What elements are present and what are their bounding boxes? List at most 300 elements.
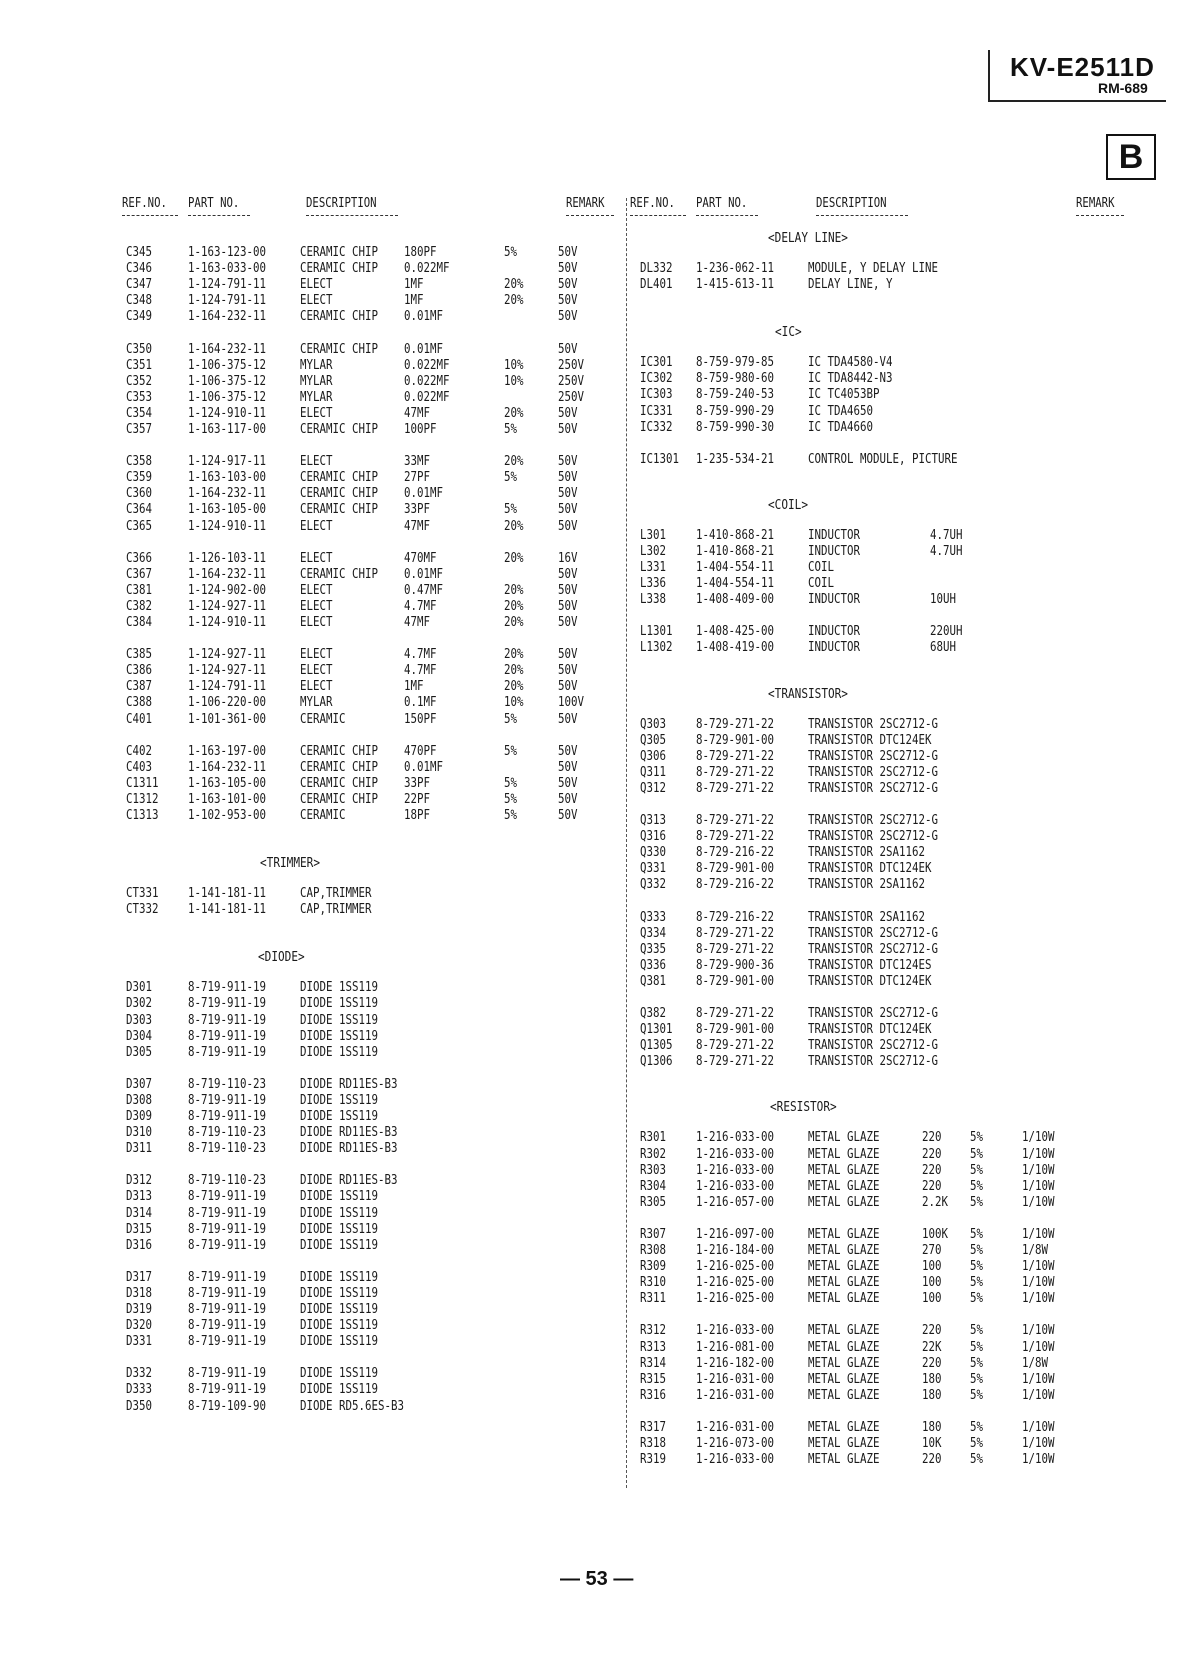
transistor-row: [0, 941, 1179, 957]
cell: 1-124-927-11: [188, 646, 267, 663]
cell: METAL GLAZE: [808, 1451, 880, 1468]
cell: 1-408-419-00: [696, 639, 775, 656]
cell: ELECT: [300, 678, 333, 695]
cell: TRANSISTOR 2SC2712-G: [808, 924, 939, 941]
category-ic: <IC>: [775, 324, 802, 341]
cell: DIODE 1SS119: [300, 1365, 379, 1382]
cell: D303: [126, 1011, 153, 1028]
cell: 1-216-057-00: [696, 1193, 775, 1210]
coil-row: [0, 591, 1179, 607]
transistor-row: [0, 828, 1179, 844]
right-header-desc: DESCRIPTION: [816, 196, 887, 211]
cell: 1-410-868-21: [696, 526, 775, 543]
cell: 1-408-409-00: [696, 591, 775, 608]
cell: CERAMIC: [300, 710, 346, 727]
cell: C388: [126, 694, 153, 711]
cell: 180PF: [404, 244, 437, 260]
cell: 1-216-025-00: [696, 1258, 775, 1275]
resistor-row: [0, 1178, 1179, 1194]
transistor-row: [0, 957, 1179, 973]
cell: CERAMIC CHIP: [300, 774, 379, 791]
cell: ELECT: [300, 276, 333, 293]
cell: CT332: [126, 901, 159, 918]
cell: METAL GLAZE: [808, 1274, 880, 1291]
cell: 50V: [558, 581, 578, 598]
cell: 50V: [558, 678, 578, 695]
cell: 1-106-375-12: [188, 372, 267, 389]
cell: 47MF: [404, 614, 431, 630]
cell: R304: [640, 1177, 667, 1194]
cell: ELECT: [300, 614, 333, 630]
cell: 1-163-197-00: [188, 742, 267, 759]
underline: [696, 215, 758, 216]
cell: 20%: [504, 292, 524, 309]
diode-row: [0, 1092, 1179, 1108]
cell: 8-729-271-22: [696, 1005, 775, 1021]
cell: 5%: [970, 1418, 984, 1435]
cell: Q332: [640, 876, 667, 893]
capacitor-row: [0, 662, 1179, 678]
cell: ELECT: [300, 517, 333, 534]
capacitor-row: [0, 308, 1179, 324]
cell: DIODE 1SS119: [300, 1381, 379, 1398]
cell: 20%: [504, 581, 524, 598]
cell: IC TDA4580-V4: [808, 354, 893, 371]
cell: 5%: [970, 1129, 984, 1146]
cell: METAL GLAZE: [808, 1161, 880, 1178]
cell: 50V: [558, 244, 578, 260]
cell: 50V: [558, 276, 578, 293]
cell: 1-404-554-11: [696, 575, 775, 592]
cell: C358: [126, 453, 153, 470]
cell: 8-729-900-36: [696, 956, 775, 973]
cell: 5%: [970, 1274, 984, 1291]
ic-row: [0, 370, 1179, 386]
cell: 47MF: [404, 404, 431, 421]
cell: 5%: [970, 1322, 984, 1339]
cell: 1-216-184-00: [696, 1242, 775, 1258]
cell: METAL GLAZE: [808, 1418, 880, 1435]
cell: 1-124-791-11: [188, 678, 267, 695]
cell: CERAMIC CHIP: [300, 742, 379, 759]
cell: IC1301: [640, 450, 680, 467]
cell: R315: [640, 1370, 667, 1387]
cell: 470PF: [404, 742, 437, 759]
cell: IC TC4053BP: [808, 386, 880, 403]
cell: L331: [640, 559, 667, 575]
ic-row: [0, 450, 1179, 470]
cell: D308: [126, 1091, 153, 1108]
cell: CONTROL MODULE, PICTURE: [808, 450, 958, 467]
cell: 1/8W: [1022, 1354, 1049, 1371]
cell: D302: [126, 995, 153, 1012]
ic-row: [0, 354, 1179, 370]
ic-row: [0, 386, 1179, 402]
cell: C1313: [126, 807, 159, 823]
cell: 1-124-927-11: [188, 662, 267, 679]
cell: 50V: [558, 790, 578, 807]
cell: 1-102-953-00: [188, 807, 267, 823]
transistor-row: [0, 780, 1179, 796]
cell: 8-719-911-19: [188, 1268, 267, 1285]
cell: INDUCTOR: [808, 623, 861, 640]
cell: 100V: [558, 694, 585, 711]
cell: DL401: [640, 276, 673, 293]
cell: 1MF: [404, 276, 424, 293]
cell: TRANSISTOR DTC124EK: [808, 972, 932, 989]
cell: 50V: [558, 421, 578, 437]
cell: C354: [126, 404, 153, 421]
resistor-row: [0, 1371, 1179, 1387]
right-header-part: PART NO.: [696, 196, 748, 211]
cell: D350: [126, 1397, 153, 1414]
category-diode: <DIODE>: [258, 949, 305, 966]
cell: 5%: [504, 774, 518, 791]
cell: 50V: [558, 807, 578, 823]
cell: 180: [922, 1370, 942, 1387]
cell: DIODE RD5.6ES-B3: [300, 1397, 405, 1414]
cell: R308: [640, 1242, 667, 1258]
cell: 50V: [558, 597, 578, 614]
cell: 16V: [558, 549, 578, 566]
cell: 8-719-911-19: [188, 1188, 267, 1205]
cell: 1-101-361-00: [188, 710, 267, 727]
cell: 1/10W: [1022, 1386, 1055, 1403]
cell: 8-719-911-19: [188, 1236, 267, 1253]
cell: ELECT: [300, 581, 333, 598]
cell: 8-719-911-19: [188, 995, 267, 1012]
cell: 1-164-232-11: [188, 565, 267, 582]
cell: METAL GLAZE: [808, 1354, 880, 1371]
cell: Q335: [640, 940, 667, 957]
cell: 1-216-081-00: [696, 1338, 775, 1355]
cell: 50V: [558, 710, 578, 727]
cell: 8-729-271-22: [696, 812, 775, 828]
cell: 5%: [970, 1354, 984, 1371]
category-coil: <COIL>: [768, 496, 809, 513]
cell: METAL GLAZE: [808, 1435, 880, 1451]
cell: D304: [126, 1027, 153, 1044]
cell: TRANSISTOR 2SA1162: [808, 876, 926, 893]
cell: TRANSISTOR 2SC2712-G: [808, 1005, 939, 1021]
cell: 1-216-031-00: [696, 1418, 775, 1435]
cell: 100K: [922, 1225, 949, 1242]
ic-row: [0, 403, 1179, 419]
resistor-row: [0, 1387, 1179, 1403]
cell: 8-729-216-22: [696, 908, 775, 925]
cell: R319: [640, 1451, 667, 1468]
cell: 1-163-105-00: [188, 774, 267, 791]
cell: C349: [126, 308, 153, 325]
cell: 4.7UH: [930, 526, 963, 543]
cell: 8-729-271-22: [696, 763, 775, 780]
cell: 1-410-868-21: [696, 542, 775, 559]
cell: D309: [126, 1108, 153, 1124]
cell: 10K: [922, 1435, 942, 1451]
resistor-row: [0, 1419, 1179, 1435]
cell: IC TDA4650: [808, 402, 874, 419]
cell: 1-216-031-00: [696, 1370, 775, 1387]
transistor-row: [0, 925, 1179, 941]
cell: D319: [126, 1301, 153, 1317]
cell: 0.1MF: [404, 694, 437, 711]
cell: 20%: [504, 646, 524, 663]
resistor-row: [0, 1322, 1179, 1338]
cell: C386: [126, 662, 153, 679]
cell: 1/8W: [1022, 1242, 1049, 1258]
cell: 1/10W: [1022, 1451, 1055, 1468]
coil-row: [0, 527, 1179, 543]
cell: 5%: [970, 1242, 984, 1258]
cell: 1-216-073-00: [696, 1435, 775, 1451]
cell: 1-124-902-00: [188, 581, 267, 598]
cell: INDUCTOR: [808, 526, 861, 543]
cell: INDUCTOR: [808, 639, 861, 656]
cell: 1-216-025-00: [696, 1290, 775, 1307]
cell: 1-124-917-11: [188, 453, 267, 470]
cell: MYLAR: [300, 694, 333, 711]
cell: 8-759-980-60: [696, 370, 775, 387]
left-header-desc: DESCRIPTION: [306, 196, 377, 211]
cell: 33PF: [404, 774, 431, 791]
underline: [188, 215, 250, 216]
cell: CT331: [126, 885, 159, 902]
cell: 1-124-791-11: [188, 292, 267, 309]
cell: METAL GLAZE: [808, 1177, 880, 1194]
cell: 1-164-232-11: [188, 340, 267, 357]
cell: Q303: [640, 715, 667, 732]
cell: 5%: [504, 742, 518, 759]
cell: CERAMIC CHIP: [300, 501, 379, 518]
cell: MYLAR: [300, 356, 333, 373]
cell: 8-759-990-29: [696, 402, 775, 419]
cell: C366: [126, 549, 153, 566]
cell: 4.7MF: [404, 597, 437, 614]
cell: D312: [126, 1172, 153, 1189]
cell: TRANSISTOR 2SC2712-G: [808, 715, 939, 732]
cell: 100PF: [404, 421, 437, 437]
cell: C364: [126, 501, 153, 518]
category-delay-line: <DELAY LINE>: [768, 230, 848, 246]
cell: METAL GLAZE: [808, 1370, 880, 1387]
cell: CERAMIC CHIP: [300, 244, 379, 260]
cell: R314: [640, 1354, 667, 1371]
category-resistor: <RESISTOR>: [770, 1099, 837, 1116]
cell: CERAMIC CHIP: [300, 758, 379, 775]
cell: IC TDA8442-N3: [808, 370, 893, 387]
remote-model: RM-689: [1098, 80, 1148, 96]
cell: 5%: [970, 1338, 984, 1355]
cell: CERAMIC CHIP: [300, 421, 379, 437]
transistor-row: [0, 1053, 1179, 1069]
cell: IC301: [640, 354, 673, 371]
cell: 8-729-271-22: [696, 1037, 775, 1054]
cell: 5%: [970, 1161, 984, 1178]
cell: 1/10W: [1022, 1145, 1055, 1162]
cell: Q336: [640, 956, 667, 973]
resistor-row: [0, 1451, 1179, 1467]
cell: L1302: [640, 639, 673, 656]
cell: C346: [126, 260, 153, 277]
resistor-row: [0, 1194, 1179, 1210]
cell: 8-729-271-22: [696, 1053, 775, 1070]
cell: 50V: [558, 292, 578, 309]
cell: Q333: [640, 908, 667, 925]
cell: CERAMIC: [300, 807, 346, 823]
cell: 470MF: [404, 549, 437, 566]
cell: 250V: [558, 372, 585, 389]
cell: D311: [126, 1140, 153, 1157]
cell: R311: [640, 1290, 667, 1307]
cell: ELECT: [300, 597, 333, 614]
cell: 50V: [558, 646, 578, 663]
cell: C402: [126, 742, 153, 759]
cell: 5%: [970, 1290, 984, 1307]
cell: R312: [640, 1322, 667, 1339]
cell: R318: [640, 1435, 667, 1451]
cell: TRANSISTOR 2SC2712-G: [808, 763, 939, 780]
cell: 5%: [970, 1193, 984, 1210]
right-header-ref: REF.NO.: [630, 196, 675, 211]
cell: DIODE 1SS119: [300, 1268, 379, 1285]
model-number: KV-E2511D: [1010, 52, 1155, 82]
cell: 50V: [558, 308, 578, 325]
cell: METAL GLAZE: [808, 1386, 880, 1403]
transistor-row: [0, 1021, 1179, 1037]
cell: 5%: [970, 1258, 984, 1275]
cell: 180: [922, 1418, 942, 1435]
cell: 5%: [970, 1177, 984, 1194]
cell: 8-719-110-23: [188, 1140, 267, 1157]
cell: Q311: [640, 763, 667, 780]
capacitor-row: [0, 485, 1179, 501]
cell: CAP,TRIMMER: [300, 885, 372, 902]
cell: 33PF: [404, 501, 431, 518]
cell: 0.01MF: [404, 565, 444, 582]
cell: ELECT: [300, 292, 333, 309]
capacitor-row: [0, 244, 1179, 260]
cell: Q381: [640, 972, 667, 989]
cell: 5%: [970, 1451, 984, 1468]
cell: METAL GLAZE: [808, 1338, 880, 1355]
cell: 5%: [504, 421, 518, 437]
underline: [566, 215, 614, 216]
cell: 8-729-271-22: [696, 747, 775, 764]
coil-row: [0, 543, 1179, 559]
cell: TRANSISTOR DTC124ES: [808, 956, 932, 973]
cell: 8-719-911-19: [188, 1091, 267, 1108]
delay-line-row: [0, 260, 1179, 276]
cell: R302: [640, 1145, 667, 1162]
cell: R316: [640, 1386, 667, 1403]
cell: DIODE RD11ES-B3: [300, 1124, 398, 1141]
cell: C350: [126, 340, 153, 357]
cell: DIODE RD11ES-B3: [300, 1075, 398, 1092]
cell: 180: [922, 1386, 942, 1403]
cell: R310: [640, 1274, 667, 1291]
cell: 50V: [558, 260, 578, 277]
cell: DIODE 1SS119: [300, 1091, 379, 1108]
cell: 150PF: [404, 710, 437, 727]
cell: L336: [640, 575, 667, 592]
cell: CERAMIC CHIP: [300, 790, 379, 807]
cell: 5%: [504, 790, 518, 807]
cell: 0.022MF: [404, 356, 450, 373]
cell: 8-719-911-19: [188, 1011, 267, 1028]
cell: 0.01MF: [404, 485, 444, 502]
cell: D301: [126, 979, 153, 996]
cell: 8-729-271-22: [696, 715, 775, 732]
cell: 68UH: [930, 639, 957, 656]
transistor-row: [0, 844, 1179, 860]
cell: 8-719-911-19: [188, 1284, 267, 1301]
cell: 220UH: [930, 623, 963, 640]
cell: 1-126-103-11: [188, 549, 267, 566]
cell: 8-729-216-22: [696, 844, 775, 861]
cell: 8-719-911-19: [188, 1220, 267, 1237]
coil-row: [0, 575, 1179, 591]
cell: ELECT: [300, 549, 333, 566]
cell: 220: [922, 1322, 942, 1339]
cell: 8-719-109-90: [188, 1397, 267, 1414]
cell: 0.022MF: [404, 388, 450, 405]
diode-row: [0, 1108, 1179, 1124]
cell: 1-163-033-00: [188, 260, 267, 277]
cell: TRANSISTOR DTC124EK: [808, 1021, 932, 1038]
cell: 20%: [504, 453, 524, 470]
cell: TRANSISTOR 2SC2712-G: [808, 779, 939, 796]
cell: 20%: [504, 597, 524, 614]
cell: 1/10W: [1022, 1225, 1055, 1242]
cell: TRANSISTOR 2SC2712-G: [808, 828, 939, 845]
resistor-row: [0, 1226, 1179, 1242]
cell: 8-719-110-23: [188, 1075, 267, 1092]
cell: C365: [126, 517, 153, 534]
cell: 50V: [558, 453, 578, 470]
cell: 0.022MF: [404, 260, 450, 277]
cell: 0.47MF: [404, 581, 444, 598]
cell: 22PF: [404, 790, 431, 807]
cell: 1-124-910-11: [188, 517, 267, 534]
cell: C348: [126, 292, 153, 309]
resistor-row: [0, 1146, 1179, 1162]
resistor-row: [0, 1162, 1179, 1178]
cell: 8-729-216-22: [696, 876, 775, 893]
cell: 4.7MF: [404, 646, 437, 663]
cell: 220: [922, 1354, 942, 1371]
cell: METAL GLAZE: [808, 1258, 880, 1275]
capacitor-row: [0, 292, 1179, 308]
cell: 18PF: [404, 807, 431, 823]
cell: 5%: [970, 1435, 984, 1451]
cell: 220: [922, 1451, 942, 1468]
cell: 0.01MF: [404, 758, 444, 775]
cell: 20%: [504, 678, 524, 695]
cell: TRANSISTOR 2SC2712-G: [808, 1053, 939, 1070]
transistor-row: [0, 909, 1179, 925]
cell: 1/10W: [1022, 1161, 1055, 1178]
cell: 0.01MF: [404, 308, 444, 325]
cell: 1-415-613-11: [696, 276, 775, 293]
cell: 1/10W: [1022, 1193, 1055, 1210]
cell: R313: [640, 1338, 667, 1355]
cell: 1/10W: [1022, 1338, 1055, 1355]
cell: 8-719-911-19: [188, 979, 267, 996]
cell: C345: [126, 244, 153, 260]
cell: D316: [126, 1236, 153, 1253]
cell: DIODE 1SS119: [300, 1220, 379, 1237]
cell: 8-719-911-19: [188, 1381, 267, 1398]
